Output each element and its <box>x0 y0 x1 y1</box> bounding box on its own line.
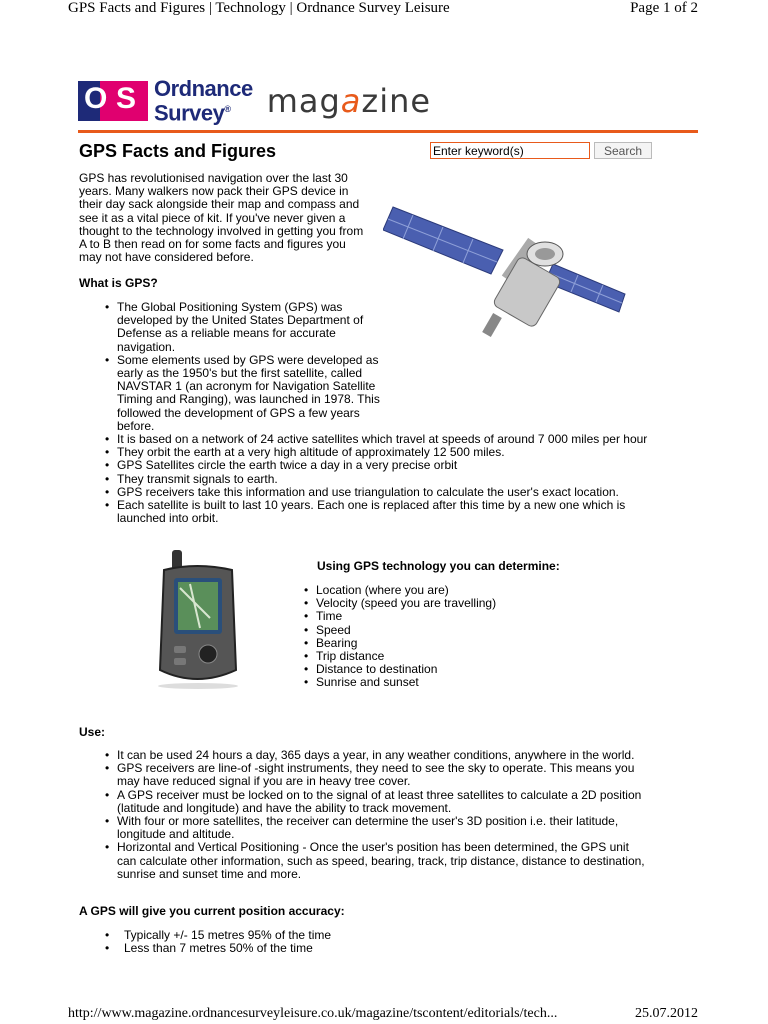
gps-device-image <box>150 548 245 690</box>
list-item: • Horizontal and Vertical Positioning - Once the user's position has been determined, the GPS unit can calculate other information, such as speed, bearing, track, trip distance, distance to destination, sunrise and sunset time and more. <box>105 841 650 881</box>
print-header-title: GPS Facts and Figures | Technology | Ordnance Survey Leisure <box>68 0 450 16</box>
use-list <box>105 749 650 881</box>
list-item: • It is based on a network of 24 active satellites which travel at speeds of around 7 000 miles per hour <box>105 433 650 446</box>
search-form <box>430 142 652 159</box>
use-heading: Use: <box>79 725 106 739</box>
list-item: • Less than 7 metres 50% of the time <box>105 942 505 955</box>
list-item: • A GPS receiver must be locked on to the signal of at least three satellites to calculate a 2D position (latitude and longitude) and have the ability to track movement. <box>105 789 650 815</box>
list-item: • It can be used 24 hours a day, 365 days a year, in any weather conditions, anywhere in the world. <box>105 749 650 762</box>
list-item: • With four or more satellites, the receiver can determine the user's 3D position i.e. their latitude, longitude and altitude. <box>105 815 650 841</box>
page-title: GPS Facts and Figures <box>79 141 277 161</box>
determine-heading: Using GPS technology you can determine: <box>317 559 560 573</box>
print-header-page: Page 1 of 2 <box>630 0 698 16</box>
accuracy-list <box>105 929 505 955</box>
list-item: • Velocity (speed you are travelling) <box>304 597 624 610</box>
list-item: • Distance to destination <box>304 663 624 676</box>
accuracy-heading: A GPS will give you current position accuracy: <box>79 904 345 918</box>
list-item: • Sunrise and sunset <box>304 676 624 689</box>
what-is-gps-list <box>105 301 650 525</box>
os-logo-mark: O S <box>78 81 148 121</box>
footer-url[interactable]: http://www.magazine.ordnancesurveyleisure.co.uk/magazine/tscontent/editorials/tech... <box>68 1006 558 1021</box>
list-item: • Bearing <box>304 637 624 650</box>
intro-paragraph: GPS has revolutionised navigation over the last 30 years. Many walkers now pack their GPS device in their day sack alongside their map and compass and see it as a vital piece of kit. If you've never given a thought to the technology involved in getting you from A to B then read on for some facts and figures you may not have considered before. <box>79 171 364 265</box>
list-item: • Location (where you are) <box>304 584 624 597</box>
list-item: • The Global Positioning System (GPS) was developed by the United States Department of Defense as a reliable means for accurate navigation. <box>105 301 367 354</box>
determine-list <box>304 584 624 690</box>
print-footer <box>68 1006 698 1022</box>
site-logo[interactable] <box>78 75 432 126</box>
list-item: • Some elements used by GPS were developed as early as the 1950's but the first satellite, called NAVSTAR 1 (an acronym for Navigation Satellite Timing and Ranging), was launched in 1978. This followed the development of GPS a few years before. <box>105 354 387 433</box>
list-item: • Trip distance <box>304 650 624 663</box>
search-button[interactable]: Search <box>594 142 652 159</box>
list-item: • GPS Satellites circle the earth twice a day in a very precise orbit <box>105 459 650 472</box>
what-is-gps-heading: What is GPS? <box>79 276 158 290</box>
list-item: • Each satellite is built to last 10 years. Each one is replaced after this time by a new one which is launched into orbit. <box>105 499 650 525</box>
ordnance-survey-wordmark: Ordnance Survey® <box>154 75 253 126</box>
search-input[interactable] <box>430 142 590 159</box>
list-item: • GPS receivers are line-of -sight instruments, they need to see the sky to operate. This means you may have reduced signal if you are in heavy tree cover. <box>105 762 650 788</box>
list-item: • Speed <box>304 624 624 637</box>
list-item: • GPS receivers take this information and use triangulation to calculate the user's exact location. <box>105 486 650 499</box>
list-item: • Typically +/- 15 metres 95% of the time <box>105 929 505 942</box>
list-item: • Time <box>304 610 624 623</box>
list-item: • They orbit the earth at a very high altitude of approximately 12 500 miles. <box>105 446 650 459</box>
footer-date: 25.07.2012 <box>635 1006 698 1021</box>
magazine-wordmark: magazine <box>266 82 432 120</box>
list-item: • They transmit signals to earth. <box>105 473 650 486</box>
header-divider <box>78 130 698 133</box>
print-header <box>68 0 698 20</box>
